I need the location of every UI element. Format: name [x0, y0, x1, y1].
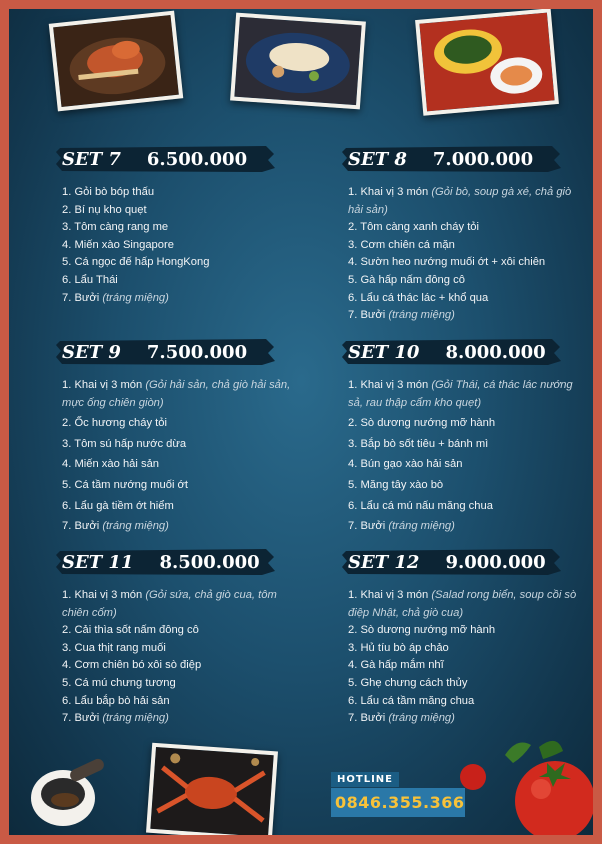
dish-item: 6. Lẩu cá tầm măng chua [348, 694, 475, 707]
dish-item: 3. Tôm sú hấp nước dừa [62, 437, 187, 450]
dish-item: 7. Bưởi (tráng miệng) [348, 520, 455, 533]
dish-item: 4. Cơm chiên bó xôi sò điệp [62, 659, 202, 672]
set-price: 8.000.000 [445, 341, 546, 363]
dish-item: 6. Lẩu bắp bò hải sản [62, 694, 170, 707]
dish-list [62, 587, 292, 728]
set-11-heading [62, 547, 292, 577]
set-price: 7.500.000 [146, 341, 248, 363]
set-price: 7.000.000 [432, 148, 534, 170]
dish-item: 2. Cải thìa sốt nấm đông cô [62, 624, 199, 637]
dish-item: 7. Bưởi (tráng miệng) [62, 712, 169, 725]
dish-item: 4. Miến xào hải sản [62, 458, 160, 471]
dish-item: 2. Bí nụ kho quẹt [62, 203, 147, 216]
dish-item: 6. Lẩu gà tiềm ớt hiểm [62, 499, 174, 512]
set-price: 6.500.000 [146, 148, 248, 170]
dish-list [62, 377, 292, 536]
dish-item: 2. Ốc hương cháy tỏi [62, 417, 167, 430]
set-12-panel [348, 547, 580, 728]
dish-item: 1. Gỏi bò bóp thấu [62, 186, 155, 198]
set-8-panel [348, 144, 574, 325]
dish-item: 1. Khai vị 3 món (Gỏi sứa, chả giò cua, tôm chiên cốm) [62, 589, 277, 619]
fish-dish-photo [230, 13, 366, 110]
dish-item: 5. Cá tầm nướng muối ớt [62, 478, 189, 491]
set-title: SET 11 [62, 551, 134, 573]
dish-item: 7. Bưởi (tráng miệng) [348, 309, 455, 322]
set-10-heading [348, 337, 574, 367]
menu-board [9, 9, 593, 835]
dish-item: 3. Bắp bò sốt tiêu + bánh mì [348, 437, 489, 450]
dish-item: 6. Lẩu cá thác lác + khổ qua [348, 291, 489, 304]
set-title: SET 10 [348, 341, 420, 363]
crab-dish-photo [49, 11, 184, 112]
dish-item: 5. Cá mú chưng tương [62, 676, 176, 689]
set-price: 8.500.000 [159, 551, 260, 573]
dish-item: 7. Bưởi (tráng miệng) [62, 291, 169, 304]
seaweed-salad-photo [415, 9, 559, 116]
set-7-panel [62, 144, 324, 307]
set-7-heading [62, 144, 324, 174]
dish-item: 5. Gà hấp nấm đông cô [348, 273, 465, 286]
tomato-illustration [447, 731, 593, 835]
dish-item: 3. Cua thịt rang muối [62, 641, 166, 654]
dish-list [348, 587, 580, 728]
dish-item: 1. Khai vị 3 món (Gỏi hải sản, chả giò hải sản, mực ống chiên giòn) [62, 379, 291, 409]
dish-list [348, 184, 574, 325]
set-price: 9.000.000 [445, 551, 546, 573]
dish-item: 4. Sườn heo nướng muối ớt + xôi chiên [348, 256, 546, 269]
set-9-panel [62, 337, 292, 536]
set-title: SET 9 [62, 341, 121, 363]
hotline-number[interactable]: 0846.355.366 [331, 788, 465, 817]
set-10-panel [348, 337, 574, 536]
set-title: SET 8 [348, 148, 407, 170]
hotline-banner [331, 772, 466, 822]
set-12-heading [348, 547, 580, 577]
set-8-heading [348, 144, 574, 174]
dish-item: 2. Sò dương nướng mỡ hành [348, 417, 496, 430]
dish-item: 3. Cơm chiên cá mặn [348, 238, 455, 251]
dish-item: 2. Tôm càng xanh cháy tỏi [348, 221, 480, 234]
dish-list [62, 184, 324, 307]
dish-item: 5. Cá ngọc đế hấp HongKong [62, 256, 210, 269]
dish-item: 7. Bưởi (tráng miệng) [62, 520, 169, 533]
set-9-heading [62, 337, 292, 367]
dish-item: 7. Bưởi (tráng miệng) [348, 712, 455, 725]
dish-item: 6. Lẩu cá mú nấu măng chua [348, 499, 493, 512]
king-crab-photo [146, 743, 278, 835]
dish-item: 1. Khai vị 3 món (Gỏi bò, soup gà xé, chả giò hải sản) [348, 186, 572, 216]
dish-item: 1. Khai vị 3 món (Salad rong biển, soup cồi sò điệp Nhật, chả giò cua) [348, 589, 577, 619]
dish-item: 4. Gà hấp mắm nhĩ [348, 659, 444, 672]
set-11-panel [62, 547, 292, 728]
dish-item: 1. Khai vị 3 món (Gỏi Thái, cá thác lác nướng sả, rau thập cẩm kho quẹt) [348, 379, 573, 409]
dish-item: 3. Hủ tíu bò áp chảo [348, 641, 449, 654]
set-title: SET 12 [348, 551, 420, 573]
dish-item: 3. Tôm càng rang me [62, 221, 169, 234]
dish-list [348, 377, 574, 536]
dish-item: 5. Măng tây xào bò [348, 478, 444, 491]
dish-item: 2. Sò dương nướng mỡ hành [348, 624, 496, 637]
set-title: SET 7 [62, 148, 121, 170]
dish-item: 6. Lẩu Thái [62, 273, 118, 286]
dish-item: 4. Bún gạo xào hải sản [348, 458, 463, 471]
dish-item: 4. Miến xào Singapore [62, 238, 174, 251]
dish-item: 5. Ghẹ chưng cách thủy [348, 676, 468, 689]
mortar-pestle-illustration [21, 754, 113, 832]
hotline-label: HOTLINE [331, 772, 399, 787]
